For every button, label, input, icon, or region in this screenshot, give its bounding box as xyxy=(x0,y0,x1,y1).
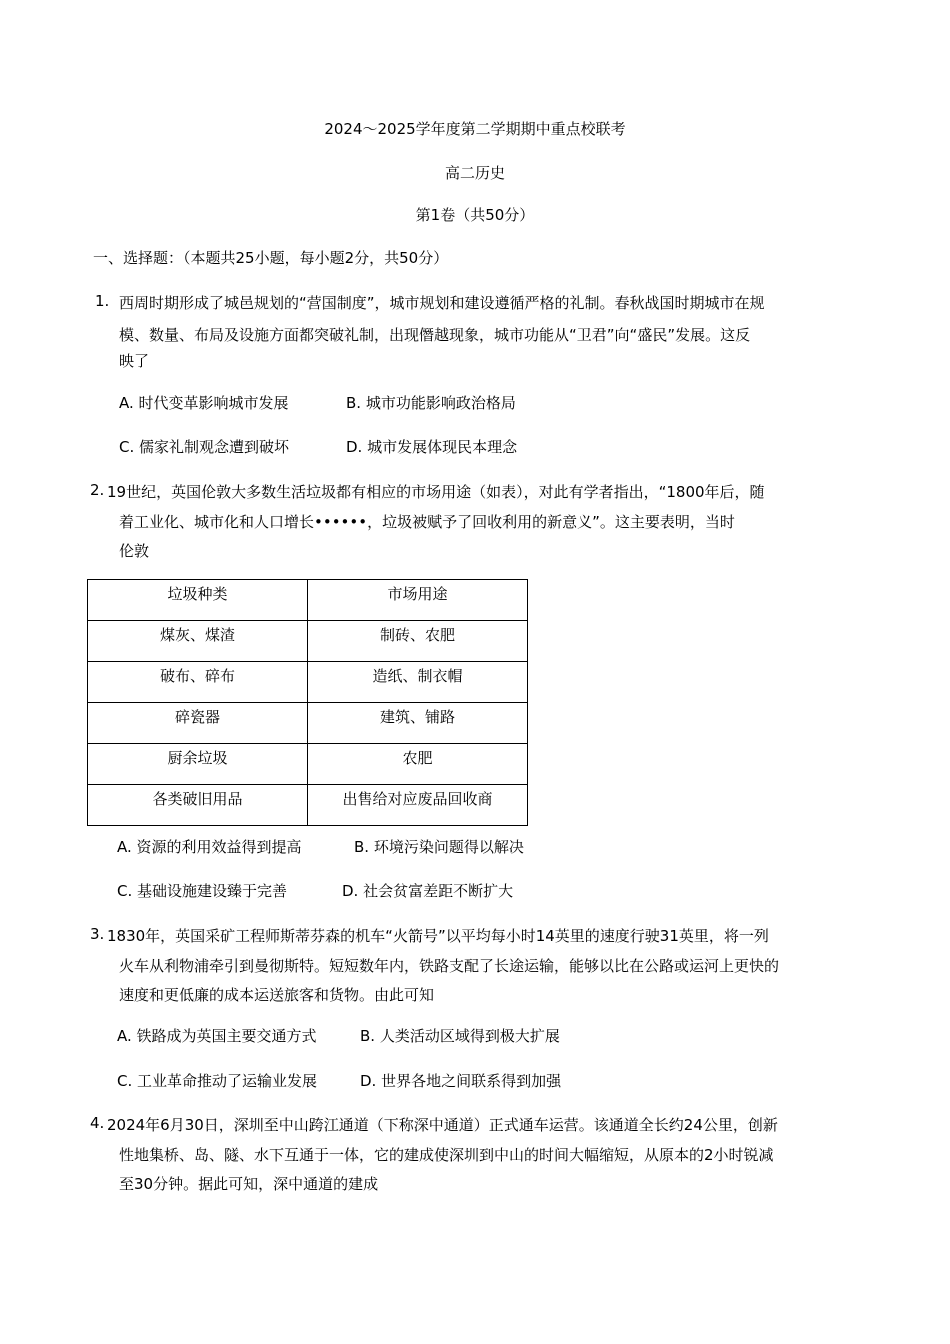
option-a[interactable]: A. 时代变革影响城市发展 xyxy=(119,394,289,412)
table-header-cell: 市场用途 xyxy=(308,580,528,621)
section-heading: 一、选择题：（本题共25小题，每小题2分，共50分） xyxy=(93,249,449,267)
table-row xyxy=(88,785,528,826)
table-header-cell: 垃圾种类 xyxy=(88,580,308,621)
question-text-line: 模、数量、布局及设施方面都突破礼制，出现僭越现象，城市功能从“卫君”向“盛民”发展。这反 xyxy=(119,326,751,344)
option-b[interactable]: B. 城市功能影响政治格局 xyxy=(346,394,516,412)
table-cell: 破布、碎布 xyxy=(88,662,308,703)
subject-title: 高二历史 xyxy=(444,164,505,182)
option-d[interactable]: D. 社会贫富差距不断扩大 xyxy=(342,882,514,900)
question-text-line: 映了 xyxy=(119,352,150,370)
table-row xyxy=(88,662,528,703)
question-text-line: 至30分钟。据此可知，深中通道的建成 xyxy=(119,1175,379,1193)
option-d[interactable]: D. 城市发展体现民本理念 xyxy=(346,438,518,456)
table-cell: 各类破旧用品 xyxy=(88,785,308,826)
volume-title: 第1卷（共50分） xyxy=(415,206,535,224)
question-number: 4. xyxy=(90,1114,105,1132)
option-b[interactable]: B. 环境污染问题得以解决 xyxy=(354,838,524,856)
table-row xyxy=(88,621,528,662)
table-cell: 出售给对应废品回收商 xyxy=(308,785,528,826)
table-cell: 建筑、铺路 xyxy=(308,703,528,744)
table-row xyxy=(88,703,528,744)
question-text-line: 火车从利物浦牵引到曼彻斯特。短短数年内，铁路支配了长途运输，能够以比在公路或运河上更快的 xyxy=(119,957,780,975)
table-cell: 制砖、农肥 xyxy=(308,621,528,662)
table-cell: 农肥 xyxy=(308,744,528,785)
question-text-line: 速度和更低廉的成本运送旅客和货物。由此可知 xyxy=(119,986,435,1004)
question-number: 3. xyxy=(90,925,105,943)
question-text-line: 19世纪，英国伦敦大多数生活垃圾都有相应的市场用途（如表），对此有学者指出，“1800年后，随 xyxy=(107,483,765,501)
question-text-line: 性地集桥、岛、隧、水下互通于一体，它的建成使深圳到中山的时间大幅缩短，从原本的2小时锐减 xyxy=(119,1146,774,1164)
question-number: 1. xyxy=(95,292,110,310)
table-cell: 厨余垃圾 xyxy=(88,744,308,785)
option-c[interactable]: C. 儒家礼制观念遭到破坏 xyxy=(119,438,290,456)
table-cell: 造纸、制衣帽 xyxy=(308,662,528,703)
option-c[interactable]: C. 基础设施建设臻于完善 xyxy=(117,882,288,900)
waste-table xyxy=(87,579,528,826)
exam-title: 2024～2025学年度第二学期期中重点校联考 xyxy=(324,120,626,138)
question-text-line: 伦敦 xyxy=(119,542,150,560)
table-header-row xyxy=(88,580,528,621)
table-cell: 煤灰、煤渣 xyxy=(88,621,308,662)
option-a[interactable]: A. 资源的利用效益得到提高 xyxy=(117,838,302,856)
option-d[interactable]: D. 世界各地之间联系得到加强 xyxy=(360,1072,562,1090)
question-text-line: 着工业化、城市化和人口增长••••••，垃圾被赋予了回收利用的新意义”。这主要表明，当时 xyxy=(119,513,735,531)
option-a[interactable]: A. 铁路成为英国主要交通方式 xyxy=(117,1027,317,1045)
question-text-line: 2024年6月30日，深圳至中山跨江通道（下称深中通道）正式通车运营。该通道全长约24公里，创新 xyxy=(107,1116,778,1134)
question-text-line: 西周时期形成了城邑规划的“营国制度”，城市规划和建设遵循严格的礼制。春秋战国时期城市在规 xyxy=(119,294,765,312)
question-text-line: 1830年，英国采矿工程师斯蒂芬森的机车“火箭号”以平均每小时14英里的速度行驶31英里，将一列 xyxy=(107,927,769,945)
option-b[interactable]: B. 人类活动区域得到极大扩展 xyxy=(360,1027,560,1045)
option-c[interactable]: C. 工业革命推动了运输业发展 xyxy=(117,1072,318,1090)
table-row xyxy=(88,744,528,785)
table-cell: 碎瓷器 xyxy=(88,703,308,744)
question-number: 2. xyxy=(90,481,105,499)
